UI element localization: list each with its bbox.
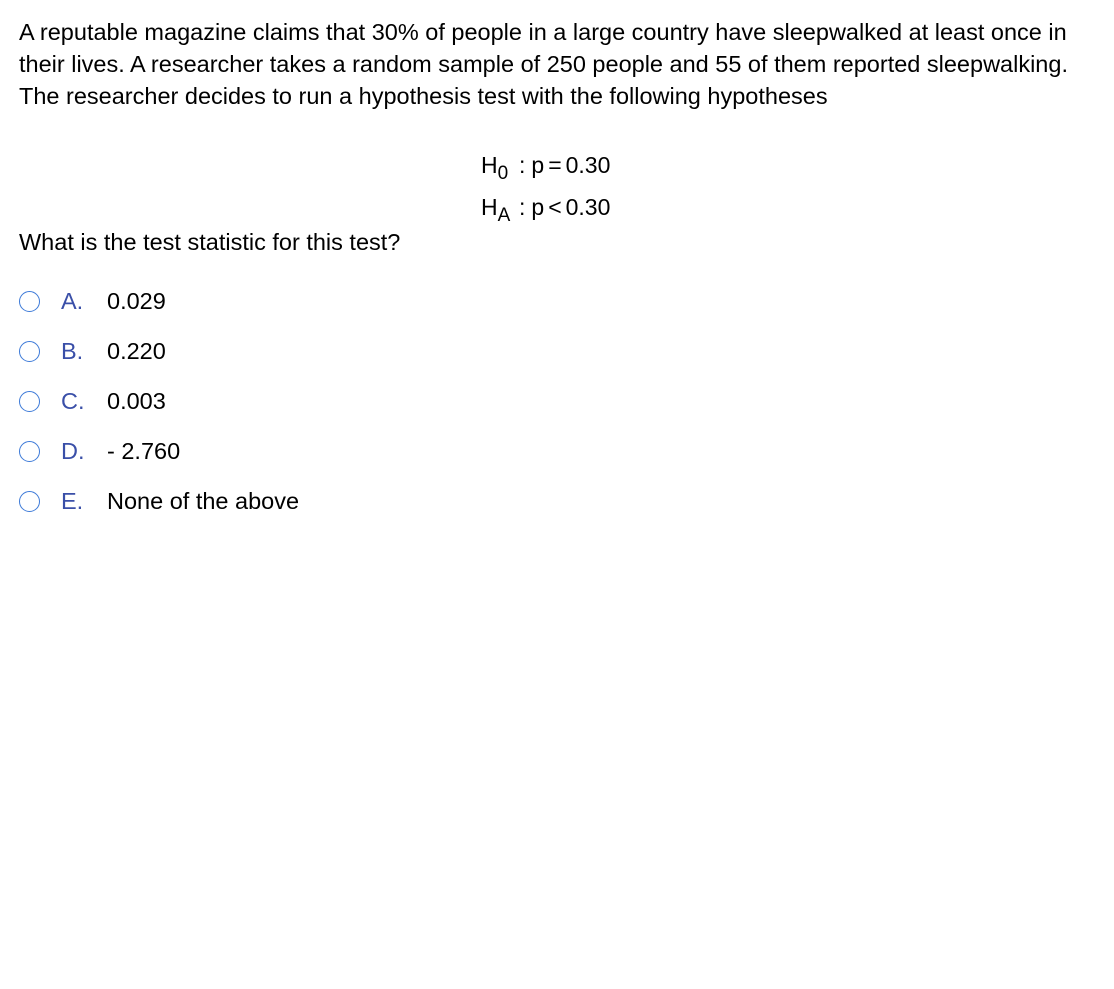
alternative-hypothesis-symbol: $H_A$ — [481, 194, 511, 226]
null-hypothesis — [481, 144, 610, 186]
choice-text: None of the above — [107, 487, 300, 514]
radio-button-icon[interactable] — [19, 341, 40, 362]
null-hypothesis-value: 0.30 — [565, 152, 611, 178]
alternative-hypothesis-operator: < — [548, 194, 562, 220]
choice-c[interactable] — [19, 376, 299, 426]
answer-choices — [19, 276, 299, 526]
alternative-hypothesis-value: 0.30 — [565, 194, 611, 220]
choice-text: 0.220 — [107, 337, 166, 364]
hypotheses-block — [481, 144, 610, 228]
radio-button-icon[interactable] — [19, 441, 40, 462]
choice-text: 0.003 — [107, 387, 166, 414]
choice-letter: C. — [61, 387, 85, 414]
null-hypothesis-symbol: $H_0$ — [481, 152, 509, 184]
alternative-hypothesis-variable: p — [531, 194, 545, 220]
null-hypothesis-colon: : — [519, 152, 526, 178]
alternative-hypothesis-colon: : — [519, 194, 526, 220]
question-prompt: A reputable magazine claims that 30% of people in a large country have sleepwalked at least once in their lives. A researcher takes a random sample of 250 people and 55 of them reported sleepwalking. The researcher decides to run a hypothesis test with the following hypotheses — [19, 19, 1068, 109]
sub-question: What is the test statistic for this test? — [19, 229, 401, 255]
choice-letter: E. — [61, 487, 84, 514]
choice-text: 0.029 — [107, 287, 166, 314]
choice-letter: D. — [61, 437, 85, 464]
radio-button-icon[interactable] — [19, 391, 40, 412]
radio-button-icon[interactable] — [19, 291, 40, 312]
choice-d[interactable] — [19, 426, 299, 476]
alternative-hypothesis — [481, 186, 610, 228]
choice-text: - 2.760 — [107, 437, 181, 464]
radio-button-icon[interactable] — [19, 491, 40, 512]
choice-e[interactable] — [19, 476, 299, 526]
null-hypothesis-variable: p — [531, 152, 545, 178]
choice-a[interactable] — [19, 276, 299, 326]
choice-b[interactable] — [19, 326, 299, 376]
choice-letter: A. — [61, 287, 84, 314]
null-hypothesis-operator: = — [548, 152, 562, 178]
choice-letter: B. — [61, 337, 84, 364]
